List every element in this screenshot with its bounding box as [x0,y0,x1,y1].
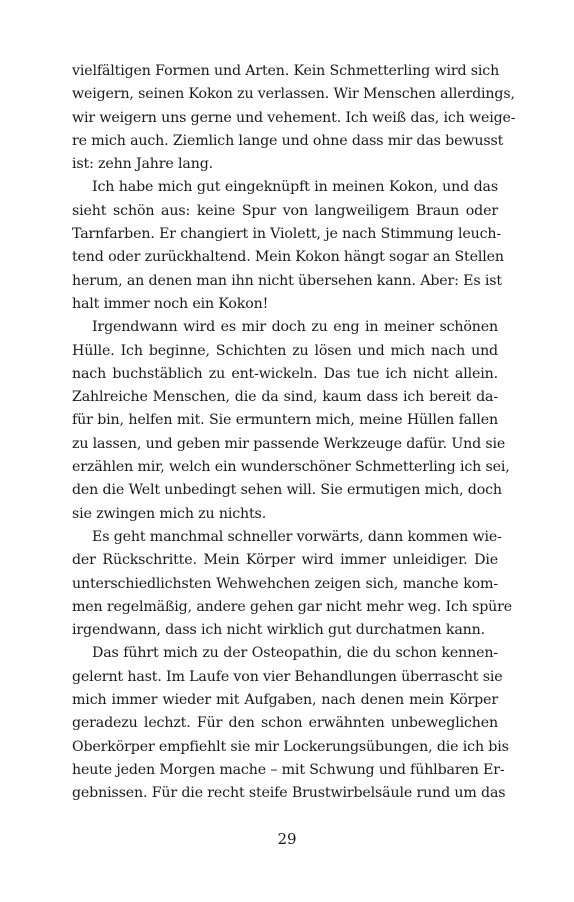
text-line: men regelmäßig, andere gehen gar nicht mehr weg. Ich spüre [72,598,513,615]
text-line: für bin, helfen mit. Sie ermuntern mich, meine Hüllen fallen [72,412,498,429]
paragraph [72,642,509,805]
text-line: unterschiedlichsten Wehwehchen zeigen sich, manche kom- [72,575,498,592]
text-line: wir weigern uns gerne und vehement. Ich weiß das, ich weige- [72,109,516,126]
text-line: Das führt mich zu der Osteopathin, die du schon kennen- [92,645,498,662]
text-line: gelernt hast. Im Laufe von vier Behandlungen überrascht sie [72,668,503,685]
text-line: re mich auch. Ziemlich lange und ohne dass mir das bewusst [72,132,504,149]
paragraph [72,176,504,316]
paragraph [72,526,513,642]
text-line: gebnissen. Für die recht steife Brustwirbelsäule rund um das [72,785,506,802]
page-body [72,60,516,806]
text-line: Es geht manchmal schneller vorwärts, dann kommen wie- [92,528,502,545]
text-line: sie zwingen mich zu nichts. [72,505,267,522]
paragraph [72,60,516,176]
text-line: tend oder zurückhaltend. Mein Kokon hängt sogar an Stellen [72,249,504,266]
text-line: Oberkörper empfiehlt sie mir Lockerungsübungen, die ich bis [72,738,509,755]
text-line: sieht schön aus: keine Spur von langweiligem Braun oder [72,202,498,219]
text-line: zu lassen, und geben mir passende Werkzeuge dafür. Und sie [72,435,506,452]
text-line: Irgendwann wird es mir doch zu eng in meiner schönen [92,319,498,336]
text-line: weigern, seinen Kokon zu verlassen. Wir Menschen allerdings, [72,86,515,103]
text-line: vielfältigen Formen und Arten. Kein Schmetterling wird sich [72,63,500,79]
text-line: Ich habe mich gut eingeknüpft in meinen Kokon, und das [92,179,498,196]
text-line: mich immer wieder mit Aufgaben, nach denen mein Körper [72,692,498,709]
page-number: 29 [277,830,297,848]
text-line: ist: zehn Jahre lang. [72,156,214,173]
text-line: heute jeden Morgen mache – mit Schwung und fühlbaren Er- [72,761,505,778]
text-line: erzählen mir, welch ein wunderschöner Schmetterling ich sei, [72,459,510,476]
text-line: herum, an denen man ihn nicht übersehen kann. Aber: Es ist [72,272,502,289]
text-line: den die Welt unbedingt sehen will. Sie ermutigen mich, doch [72,482,502,499]
text-line: der Rückschritte. Mein Körper wird immer unleidiger. Die [72,552,498,569]
text-line: Zahlreiche Menschen, die da sind, kaum dass ich bereit da- [72,389,498,406]
text-line: Hülle. Ich beginne, Schichten zu lösen und mich nach und [72,342,498,359]
text-line: nach buchstäblich zu ent-wickeln. Das tue ich nicht allein. [72,365,498,382]
text-line: irgendwann, dass ich nicht wirklich gut durchatmen kann. [72,622,485,639]
text-line: Tarnfarben. Er changiert in Violett, je nach Stimmung leuch- [72,226,501,243]
text-line: halt immer noch ein Kokon! [72,295,269,312]
text-line: geradezu lechzt. Für den schon erwähnten unbeweglichen [72,715,498,732]
paragraph [72,316,510,526]
